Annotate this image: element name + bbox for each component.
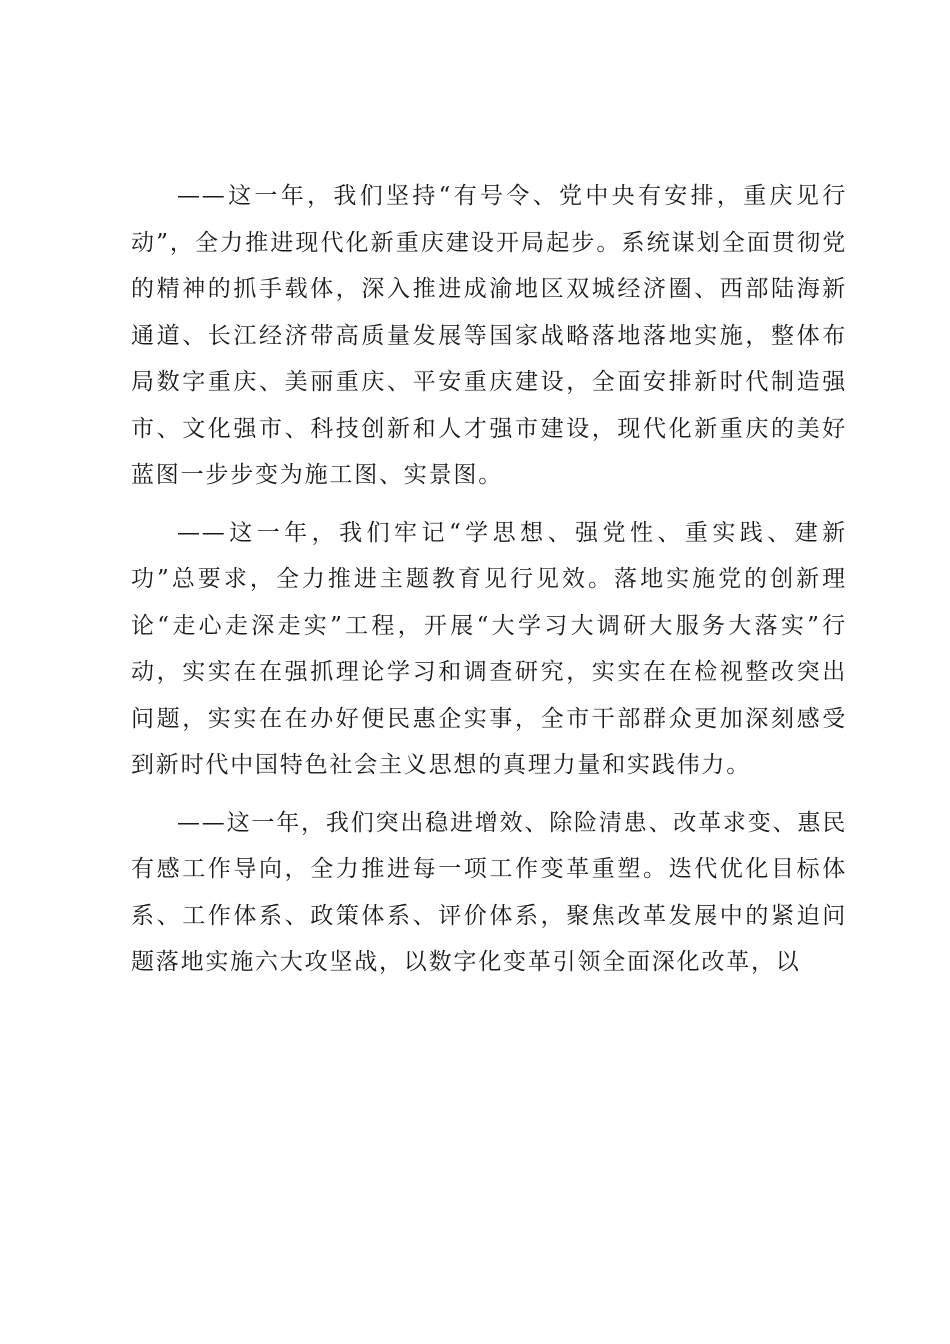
paragraph-1: ——这一年，我们坚持“有号令、党中央有安排，重庆见行动”，全力推进现代化新重庆建设开局起步。系统谋划全面贯彻党的精神的抓手载体，深入推进成渝地区双城经济圈、西部陆海新通道、长江经济带高质量发展等国家战略落地落地实施，整体布局数字重庆、美丽重庆、平安重庆建设，全面安排新时代制造强市、文化强市、科技创新和人才强市建设，现代化新重庆的美好蓝图一步步变为施工图、实景图。: [131, 183, 847, 488]
paragraph-3: ——这一年，我们突出稳进增效、除险清患、改革求变、惠民有感工作导向，全力推进每一项工作变革重塑。迭代优化目标体系、工作体系、政策体系、评价体系，聚焦改革发展中的紧迫问题落地实施六大攻坚战，以数字化变革引领全面深化改革，以: [131, 809, 847, 975]
paragraph-2: ——这一年，我们牢记“学思想、强党性、重实践、建新功”总要求，全力推进主题教育见行见效。落地实施党的创新理论“走心走深走实”工程，开展“大学习大调研大服务大落实”行动，实实在在强抓理论学习和调查研究，实实在在检视整改突出问题，实实在在办好便民惠企实事，全市干部群众更加深刻感受到新时代中国特色社会主义思想的真理力量和实践伟力。: [131, 519, 847, 778]
document-body: [131, 173, 847, 997]
